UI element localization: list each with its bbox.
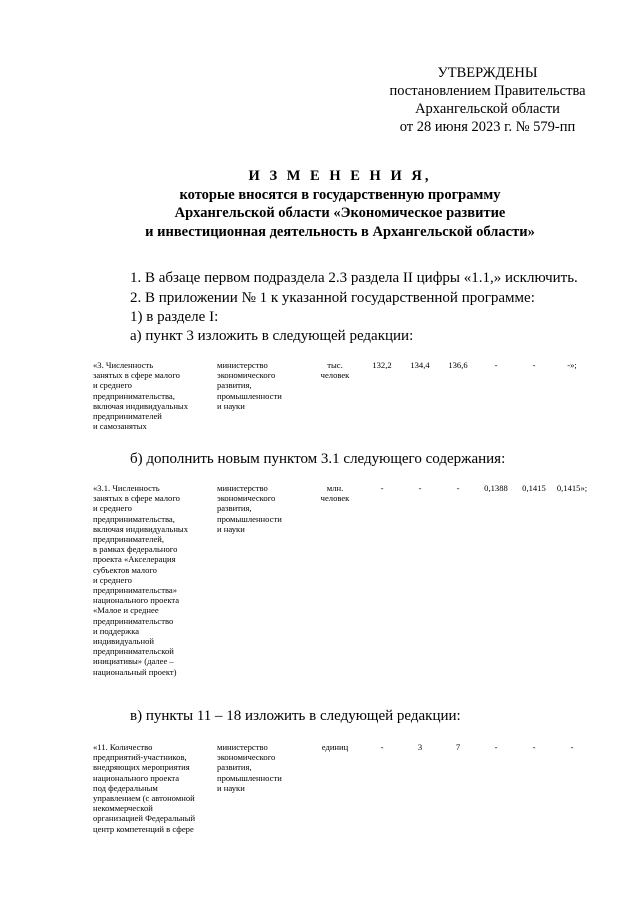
text-line: единиц	[321, 742, 349, 752]
text-line: занятых в сфере малого	[93, 493, 180, 504]
value-cell: -	[532, 742, 536, 752]
approval-line: постановлением Правительства	[389, 83, 586, 99]
value-cell: 136,6	[448, 360, 468, 370]
text-line: и науки	[217, 782, 245, 793]
text-line: включая индивидуальных	[93, 400, 189, 411]
value-cell: 7	[455, 742, 461, 752]
responsible-ministry	[217, 360, 307, 431]
value-cell: -»;	[567, 360, 577, 370]
text-line: человек	[320, 370, 350, 381]
text-line: млн.	[326, 483, 344, 493]
value-cell: -	[456, 483, 460, 493]
unit	[307, 483, 363, 677]
table-row	[93, 742, 591, 834]
value-cell: -	[494, 742, 498, 752]
text-line: некоммерческой	[93, 803, 153, 814]
text-line: и самозанятых	[93, 421, 147, 432]
text-line: экономического	[217, 493, 276, 504]
paragraph: 1. В абзаце первом подраздела 2.3 раздела II цифры «1.1,» исключить.	[130, 270, 578, 286]
unit	[307, 742, 363, 834]
paragraph: 1) в разделе I:	[130, 309, 219, 325]
approval-block	[360, 64, 615, 136]
approval-date: от 28 июня 2023 г. № 579-пп	[399, 119, 576, 135]
text-line: министерство	[217, 483, 268, 493]
text-line: включая индивидуальных	[93, 523, 189, 534]
text-line: в рамках федерального	[93, 544, 178, 555]
text-line: и среднего	[93, 574, 132, 585]
text-line: развития,	[217, 503, 252, 514]
value-cell: 0,1388	[484, 483, 508, 493]
value-cell: -	[532, 360, 536, 370]
text-line: индивидуальной	[93, 636, 154, 647]
indicator-name	[93, 742, 217, 834]
text-line: национальный проект)	[93, 666, 177, 677]
text-line: национального проекта	[93, 595, 180, 606]
text-line: «3.1. Численность	[93, 483, 160, 493]
text-line: министерство	[217, 742, 268, 752]
text-line: промышленности	[217, 390, 282, 401]
value-cell: -	[494, 360, 498, 370]
responsible-ministry	[217, 483, 307, 677]
text-line: и среднего	[93, 380, 132, 391]
value-cell: -	[418, 483, 422, 493]
text-line: внедряющих мероприятия	[93, 762, 190, 773]
value-cell: -	[380, 483, 384, 493]
text-line: предприятий-участников,	[93, 752, 187, 763]
text-line: предпринимателей	[93, 411, 162, 422]
heading-line: и инвестиционная деятельность в Архангельской области»	[145, 223, 535, 240]
heading-line: которые вносятся в государственную программу	[179, 186, 501, 203]
text-line: и среднего	[93, 503, 132, 514]
unit	[307, 360, 363, 431]
text-line: экономического	[217, 370, 276, 381]
text-line: министерство	[217, 360, 268, 370]
paragraph: 2. В приложении № 1 к указанной государственной программе:	[130, 290, 535, 306]
text-line: управлением (с автономной	[93, 793, 195, 804]
text-line: «11. Количество	[93, 742, 153, 752]
value-cell: 3	[417, 742, 423, 752]
value-cell: -	[570, 742, 574, 752]
text-line: и поддержка	[93, 625, 140, 636]
heading-title: И З М Е Н Е Н И Я,	[248, 168, 432, 184]
value-cell: 0,1415»;	[556, 483, 588, 493]
text-line: предпринимательства»	[93, 585, 178, 596]
indicator-name	[93, 360, 217, 431]
text-line: предпринимателей,	[93, 534, 165, 545]
text-line: промышленности	[217, 772, 282, 783]
value-cell: 134,4	[410, 360, 430, 370]
text-line: «Малое и среднее	[93, 605, 159, 616]
text-line: развития,	[217, 380, 252, 391]
paragraph: б) дополнить новым пунктом 3.1 следующего содержания:	[130, 451, 506, 467]
indicator-name	[93, 483, 217, 677]
text-line: и науки	[217, 523, 245, 534]
text-line: экономического	[217, 752, 276, 763]
table-row	[93, 483, 591, 677]
text-line: развития,	[217, 762, 252, 773]
document-heading	[60, 167, 620, 241]
text-line: человек	[320, 493, 350, 504]
paragraph: в) пункты 11 – 18 изложить в следующей редакции:	[130, 708, 461, 724]
value-cell: 0,1415	[522, 483, 546, 493]
text-line: предпринимательство	[93, 615, 174, 626]
approval-title: УТВЕРЖДЕНЫ	[437, 65, 538, 81]
table-row	[93, 360, 591, 431]
responsible-ministry	[217, 742, 307, 834]
text-line: промышленности	[217, 513, 282, 524]
paragraph: а) пункт 3 изложить в следующей редакции:	[130, 328, 414, 344]
text-line: и науки	[217, 400, 245, 411]
text-line: центр компетенций в сфере	[93, 823, 194, 834]
text-line: занятых в сфере малого	[93, 370, 180, 381]
text-line: проекта «Акселерация	[93, 554, 176, 565]
text-line: предпринимательства,	[93, 513, 175, 524]
text-line: организацией Федеральный	[93, 813, 196, 824]
text-line: субъектов малого	[93, 564, 157, 575]
text-line: под федеральным	[93, 782, 158, 793]
text-line: «3. Численность	[93, 360, 154, 370]
value-cell: -	[380, 742, 384, 752]
text-line: предпринимательства,	[93, 390, 175, 401]
text-line: тыс.	[327, 360, 343, 370]
text-line: национального проекта	[93, 772, 180, 783]
value-cell: 132,2	[372, 360, 392, 370]
approval-line: Архангельской области	[415, 101, 560, 117]
text-line: предпринимательской	[93, 646, 174, 657]
text-line: инициативы» (далее –	[93, 656, 174, 667]
heading-line: Архангельской области «Экономическое развитие	[174, 205, 506, 221]
